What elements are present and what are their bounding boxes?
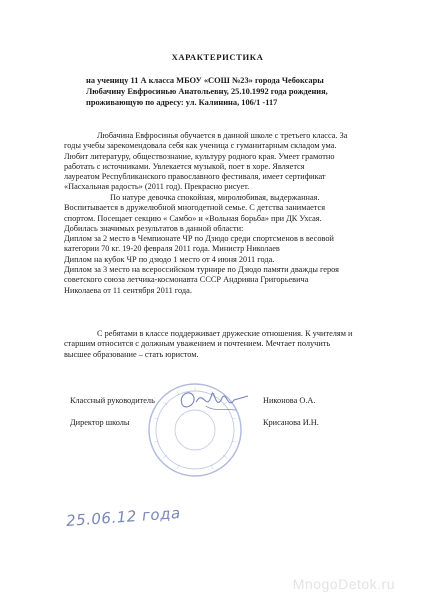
watermark: MnogoDetok.ru [292, 576, 395, 592]
signature-role-class-teacher: Классный руководитель [70, 396, 155, 405]
text-line: Диплом за 2 место в Чемпионате ЧР по Дзюдо среди спортсменов в весовой [64, 234, 334, 244]
text-line: Любачина Евфросинья обучается в данной школе с третьего класса. За [97, 131, 348, 140]
signature-name-director: Крисанова И.Н. [263, 418, 319, 427]
document-title: ХАРАКТЕРИСТИКА [171, 52, 264, 62]
text-line: лауреатом Республиканского православного фестиваля, имеет сертификат [64, 172, 326, 182]
text-line: С ребятами в классе поддерживает дружеские отношения. К учителям и [97, 329, 353, 338]
text-line: Николаева от 11 сентября 2011 года. [64, 285, 192, 295]
text-line: советского союза летчика-космонавта СССР Андрияна Григорьевича [64, 275, 309, 285]
header-line-2: Любачину Евфросинью Анатольевну, 25.10.1992 года рождения, [86, 87, 328, 96]
text-line: годы учебы зарекомендовала себя как ученица с гуманитарным складом ума. [64, 141, 337, 151]
text-line: работать с источниками. Увлекается музыкой, поет в хоре. Является [64, 161, 305, 171]
signature-name-class-teacher: Никонова О.А. [263, 396, 316, 405]
text-line: Добилась значимых результатов в данной области: [64, 223, 244, 233]
paragraph-conclusion [64, 329, 420, 360]
handwritten-date: 25.06.12 года [65, 504, 182, 530]
text-line: спортом. Посещает секцию « Самбо» и «Вольная борьба» при ДК Ухсая. [64, 213, 322, 223]
text-line: старшим относится с должным уважением и почтением. Мечтает получить [64, 339, 331, 349]
text-line: Любит литературу, обществознание, культуру родного края. Умеет грамотно [64, 151, 335, 161]
text-line: высшее образование – стать юристом. [64, 349, 199, 359]
text-line: «Пасхальная радость» (2011 год). Прекрасно рисует. [64, 182, 250, 192]
signature-class-teacher [176, 384, 256, 420]
header-line-1: на ученицу 11 А класса МБОУ «СОШ №23» города Чебоксары [86, 76, 324, 85]
header-line-3: проживающую по адресу: ул. Калинина, 106/1 -117 [86, 98, 278, 107]
text-line: категории 70 кг. 19-20 февраля 2011 года. Министр Николаев [64, 244, 280, 254]
text-line: Воспитывается в дружелюбной многодетной семье. С детства занимается [64, 203, 326, 213]
signature-role-director: Директор школы [70, 418, 130, 427]
text-line: Диплом на кубок ЧР по дзюдо 1 место от 4 июня 2011 года. [64, 254, 275, 264]
text-line: Диплом за 3 место на всероссийском турнире по Дзюдо памяти дважды героя [64, 265, 339, 275]
paragraph-achievements [64, 193, 420, 296]
paragraph-intro [64, 131, 420, 193]
text-line: По натуре девочка спокойная, миролюбивая, выдержанная. [110, 193, 320, 202]
